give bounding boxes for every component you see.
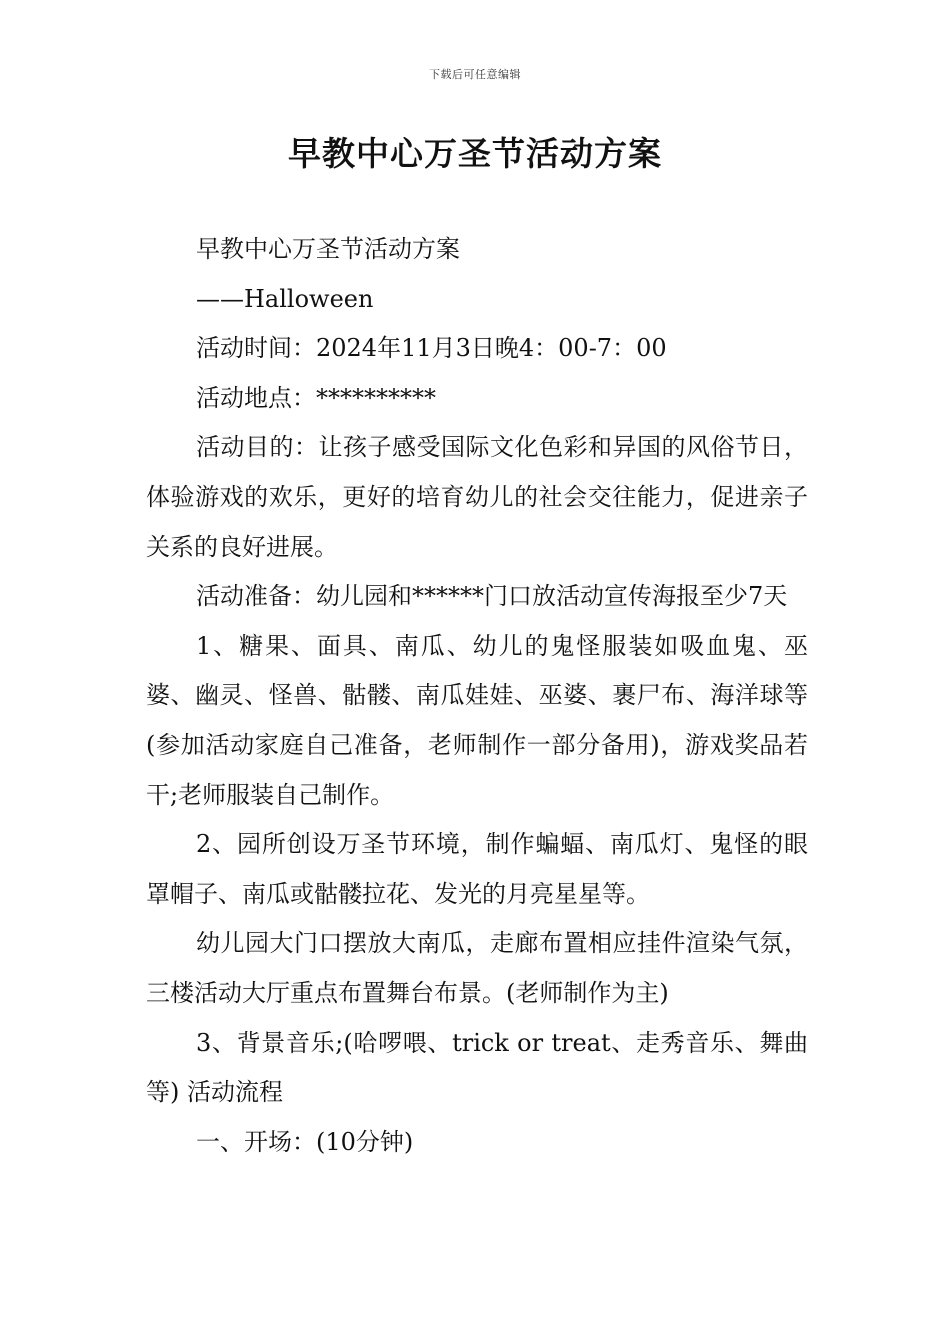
paragraph-item-2: 2、园所创设万圣节环境，制作蝙蝠、南瓜灯、鬼怪的眼罩帽子、南瓜或骷髅拉花、发光的月亮星星等。 (146, 830, 808, 908)
paragraph-item-1: 1、糖果、面具、南瓜、幼儿的鬼怪服装如吸血鬼、巫婆、幽灵、怪兽、骷髅、南瓜娃娃、巫婆、裹尸布、海洋球等(参加活动家庭自己准备，老师制作一部分备用)，游戏奖品若干;老师服装自己制作。 (146, 631, 808, 809)
paragraph-halloween: ——Halloween (196, 284, 374, 313)
paragraph-purpose: 活动目的：让孩子感受国际文化色彩和异国的风俗节日，体验游戏的欢乐，更好的培育幼儿的社会交往能力，促进亲子关系的良好进展。 (146, 433, 808, 561)
paragraph-time: 活动时间：2024年11月3日晚4：00-7：00 (196, 334, 667, 363)
paragraph-subtitle: 早教中心万圣节活动方案 (196, 235, 460, 263)
paragraph-opening: 一、开场：(10分钟) (196, 1127, 414, 1156)
paragraph-preparation: 活动准备：幼儿园和******门口放活动宣传海报至少7天 (196, 582, 788, 611)
paragraph-decoration: 幼儿园大门口摆放大南瓜，走廊布置相应挂件渲染气氛，三楼活动大厅重点布置舞台布景。(老师制作为主) (146, 929, 808, 1007)
header-note: 下载后可任意编辑 (429, 68, 521, 81)
document-body (146, 225, 808, 1167)
document-title: 早教中心万圣节活动方案 (288, 134, 662, 173)
paragraph-item-3: 3、背景音乐;(哈啰喂、trick or treat、走秀音乐、舞曲等) 活动流程 (146, 1028, 808, 1107)
paragraph-location: 活动地点：********** (196, 383, 436, 412)
